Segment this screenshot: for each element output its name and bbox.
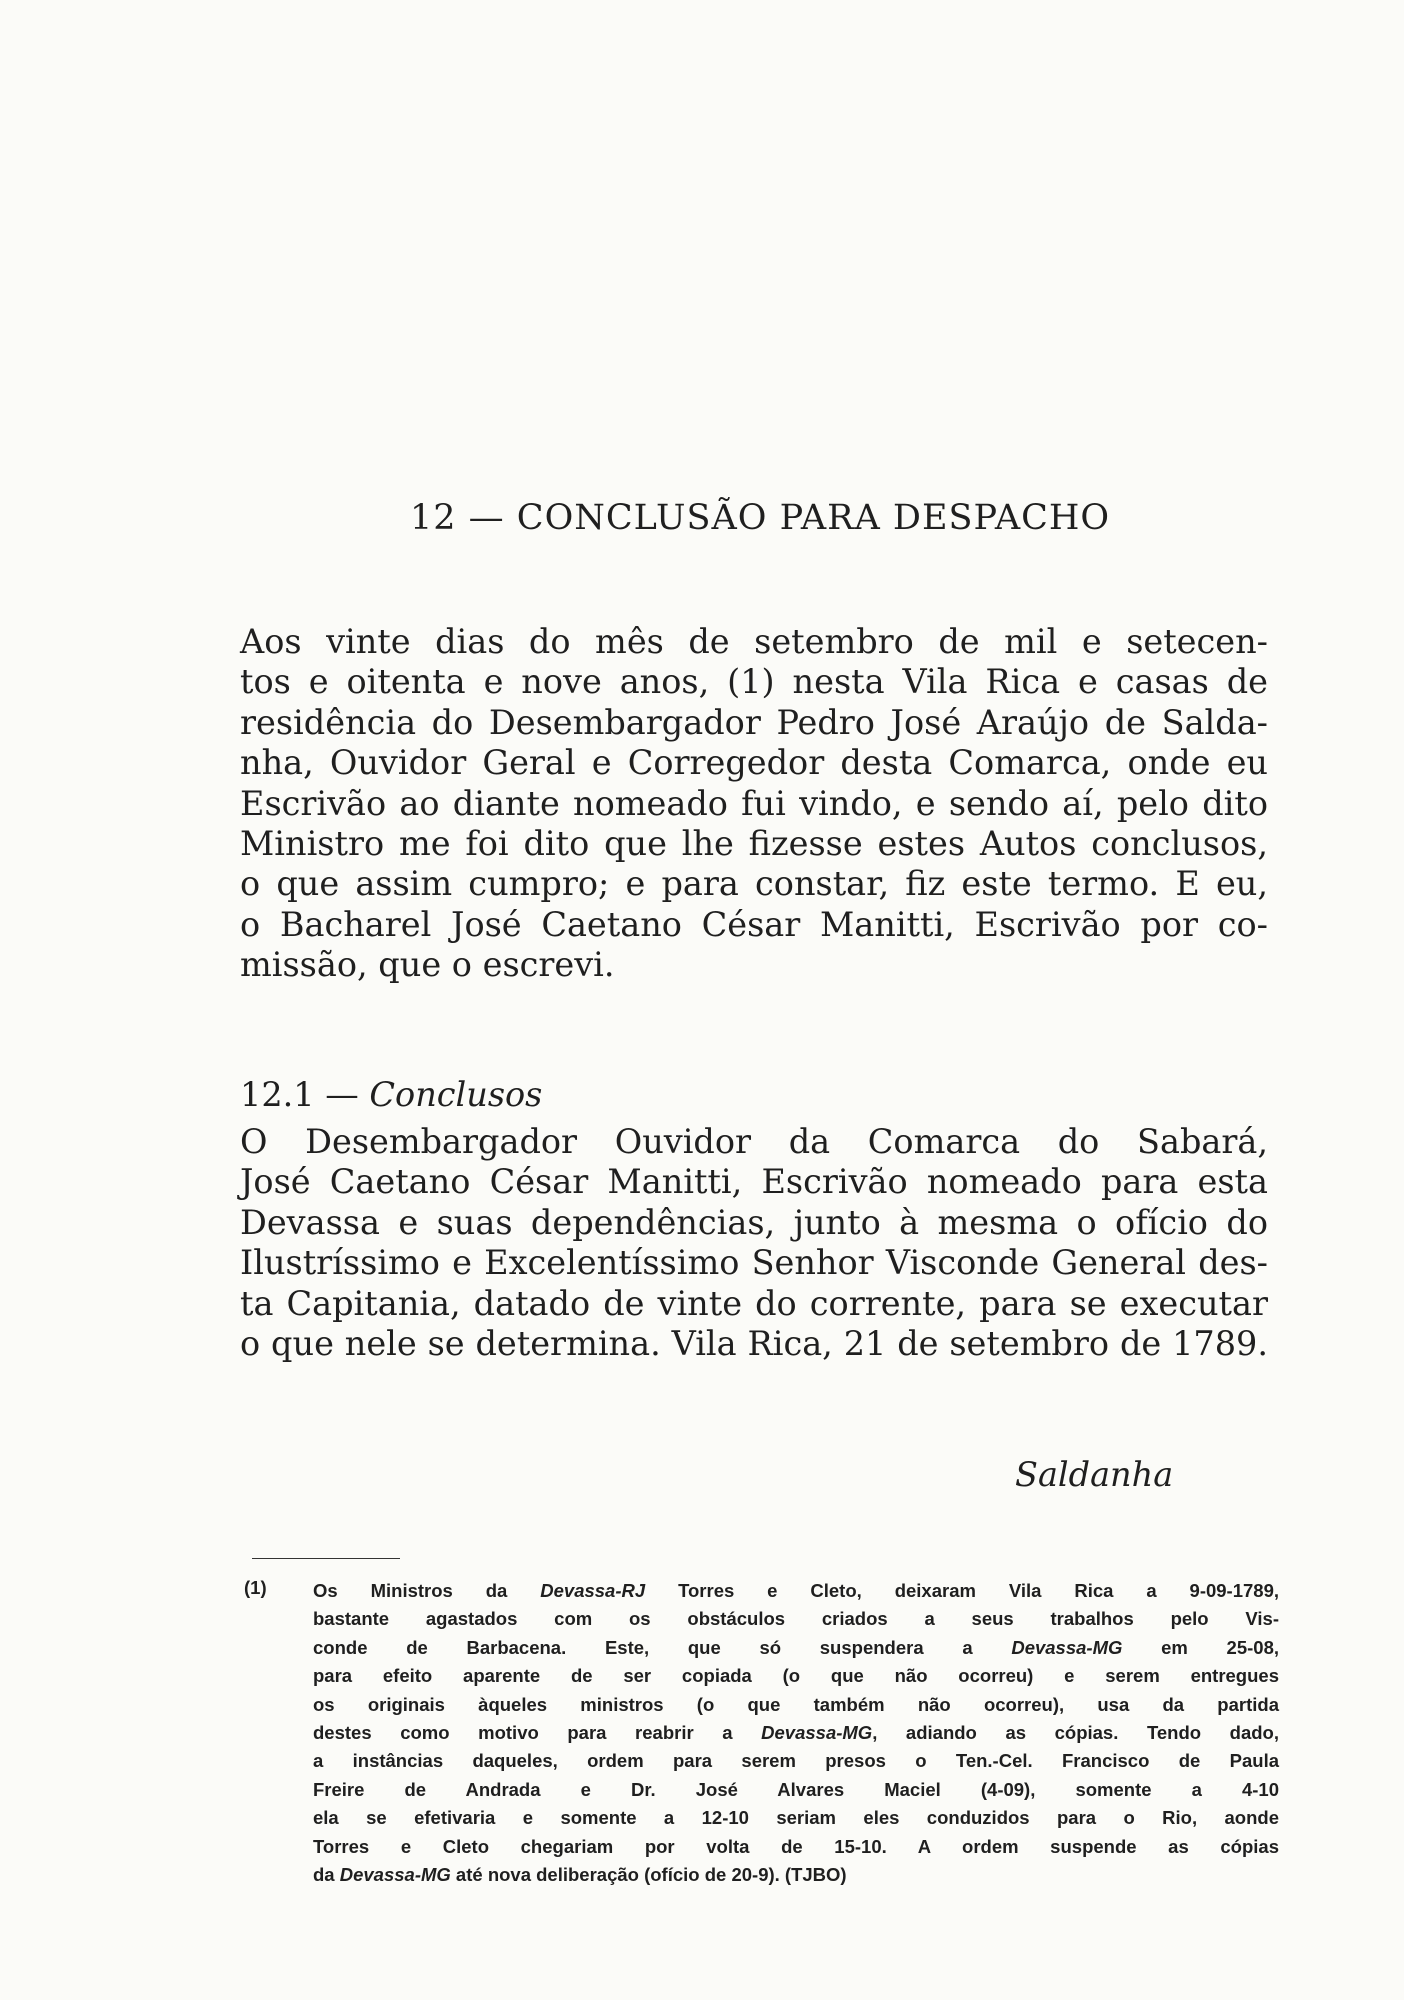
footnote-line xyxy=(313,1747,1279,1775)
footnote-line xyxy=(313,1804,1279,1832)
footnote-text xyxy=(313,1577,1279,1889)
paragraph-line: ta Capitania, datado de vinte do corrente, para se executar xyxy=(240,1283,1268,1323)
footnote-segment: Torres e Cleto, deixaram Vila Rica a 9-09-1789, xyxy=(645,1580,1280,1601)
footnote-segment: bastante agastados com os obstáculos criados a seus trabalhos pelo Vis- xyxy=(313,1608,1279,1630)
footnote-segment: até nova deliberação (ofício de 20-9). (TJBO) xyxy=(450,1864,847,1886)
paragraph-line: residência do Desembargador Pedro José Araújo de Salda- xyxy=(240,702,1268,742)
footnote-divider xyxy=(252,1558,400,1559)
footnote-line xyxy=(313,1691,1279,1719)
paragraph-line: Escrivão ao diante nomeado fui vindo, e sendo aí, pelo dito xyxy=(240,783,1268,823)
footnote-line xyxy=(313,1776,1279,1804)
paragraph-line: o Bacharel José Caetano César Manitti, Escrivão por co- xyxy=(240,904,1268,944)
footnote-line xyxy=(313,1861,1279,1889)
paragraph-line: Aos vinte dias do mês de setembro de mil e setecen- xyxy=(240,622,1268,661)
paragraph-line: Devassa e suas dependências, junto à mesma o ofício do xyxy=(240,1202,1268,1242)
paragraph-conclusao xyxy=(240,622,1268,986)
footnote-line xyxy=(313,1577,1279,1605)
footnote-line xyxy=(313,1833,1279,1861)
subsection-number: 12.1 — xyxy=(240,1075,370,1114)
paragraph-line: o que assim cumpro; e para constar, fiz este termo. E eu, xyxy=(240,864,1268,904)
paragraph-line: Ministro me foi dito que lhe fizesse estes Autos conclusos, xyxy=(240,824,1268,864)
paragraph-line: Ilustríssimo e Excelentíssimo Senhor Visconde General des- xyxy=(240,1243,1268,1283)
subsection-title: Conclusos xyxy=(369,1075,543,1114)
footnote-segment: em 25-08, xyxy=(1122,1636,1280,1658)
footnote-line xyxy=(313,1605,1279,1633)
signature: Saldanha xyxy=(1015,1455,1174,1494)
paragraph-line: missão, que o escrevi. xyxy=(240,945,615,985)
footnote-italic-term: Devassa-MG xyxy=(1011,1636,1123,1658)
footnote-italic-term: Devassa-RJ xyxy=(540,1580,646,1601)
paragraph-line: nha, Ouvidor Geral e Corregedor desta Comarca, onde eu xyxy=(240,743,1268,783)
footnote-segment: para efeito aparente de ser copiada (o que não ocorreu) e serem entregues xyxy=(313,1665,1279,1687)
footnote-segment: , adiando as cópias. Tendo dado, xyxy=(872,1722,1279,1744)
footnote-segment: da xyxy=(313,1864,340,1886)
footnote-segment: a instâncias daqueles, ordem para serem presos o Ten.-Cel. Francisco de Paula xyxy=(313,1750,1279,1772)
footnote-marker: (1) xyxy=(244,1577,267,1598)
footnote-italic-term: Devassa-MG xyxy=(339,1864,451,1886)
section-heading: 12 — CONCLUSÃO PARA DESPACHO xyxy=(410,498,1111,538)
footnote-line xyxy=(313,1719,1279,1747)
paragraph-line: tos e oitenta e nove anos, (1) nesta Vila Rica e casas de xyxy=(240,662,1268,702)
footnote-italic-term: Devassa-MG xyxy=(761,1722,873,1744)
paragraph-line: José Caetano César Manitti, Escrivão nomeado para esta xyxy=(240,1162,1268,1202)
paragraph-conclusos xyxy=(240,1122,1268,1364)
paragraph-line: O Desembargador Ouvidor da Comarca do Sabará, xyxy=(240,1122,1268,1161)
footnote-segment: os originais àqueles ministros (o que também não ocorreu), usa da partida xyxy=(313,1693,1279,1715)
footnote-line xyxy=(313,1662,1279,1690)
paragraph-line: o que nele se determina. Vila Rica, 21 de setembro de 1789. xyxy=(240,1324,1268,1364)
footnote-segment: Torres e Cleto chegariam por volta de 15-10. A ordem suspende as cópias xyxy=(313,1835,1279,1857)
subsection-heading xyxy=(240,1075,542,1114)
footnote-segment: Os Ministros da xyxy=(313,1580,541,1601)
footnote-segment: conde de Barbacena. Este, que só suspendera a xyxy=(313,1636,1012,1658)
footnote-segment: ela se efetivaria e somente a 12-10 seriam eles conduzidos para o Rio, aonde xyxy=(313,1807,1279,1829)
footnote-segment: destes como motivo para reabrir a xyxy=(313,1722,762,1744)
footnote-line xyxy=(313,1634,1279,1662)
footnote-segment: Freire de Andrada e Dr. José Alvares Maciel (4-09), somente a 4-10 xyxy=(313,1778,1279,1800)
